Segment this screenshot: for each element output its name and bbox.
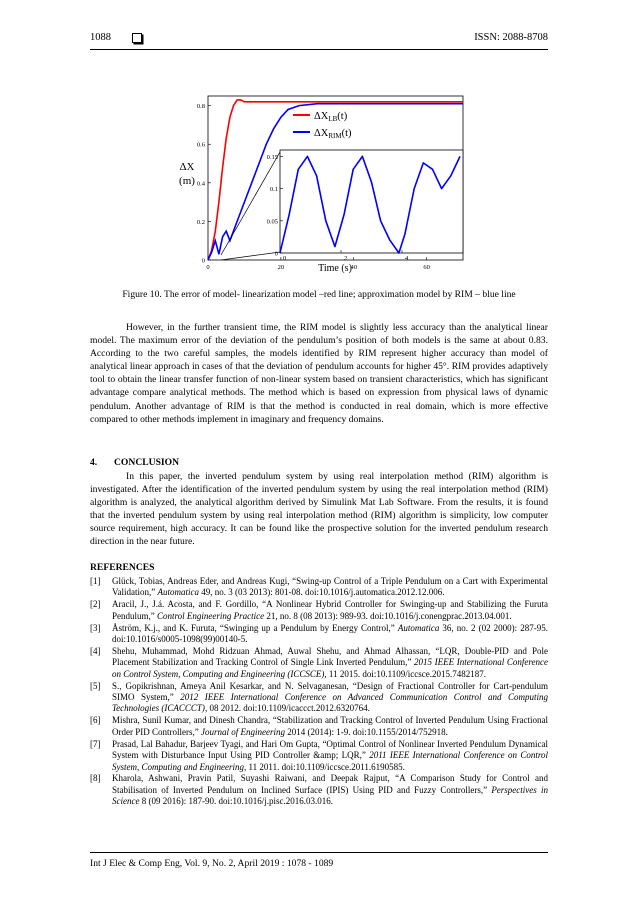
paragraph-text: However, in the further transient time, the RIM model is slightly less accuracy than the analytical linear model. The maximum error of the deviation of the pendulum’s position of both models is the same at about 0.83. According to the two careful samples, the models identified by RIM represent higher accuracy than model of analytical linear approach in cases of that the deviation of pendulum accounts for higher 45°. RIM provides adaptively tool to obtain the linear transfer function of non-linear system based on transient characteristics, which has significant advantage compare analytical methods. The method which is based on expression from physical laws of dynamic pendulum. Another advantage of RIM is that the method is conducted in real domain, which is more effective compared to other methods implement in imaginary and frequency domains. [90, 322, 548, 425]
figure-10 [175, 92, 465, 282]
main-y-tick-label: 0.4 [196, 180, 205, 188]
inset-y-tick-label: 0 [274, 250, 278, 258]
main-y-tick-label: 0.6 [196, 141, 205, 149]
main-x-tick-label: 60 [423, 264, 430, 271]
references-section [90, 562, 548, 808]
reference-item: [3] Åström, K.j., and K. Furuta, “Swinging up a Pendulum by Energy Control,” Automatica 36, no. 2 (02 2000): 287-95. doi:10.1016/s0005-1098(99)00140-5. [90, 622, 548, 645]
page-header [90, 30, 548, 48]
figure-caption: Figure 10. The error of model- linearization model –red line; approximation model by RIM – blue line [122, 289, 516, 300]
page-footer: Int J Elec & Comp Eng, Vol. 9, No. 2, April 2019 : 1078 - 1089 [90, 858, 334, 869]
inset-y-tick-label: 0.1 [269, 186, 278, 194]
references-heading: REFERENCES [90, 562, 155, 573]
main-x-tick-label: 0 [206, 264, 210, 271]
section-heading-conclusion: 4. CONCLUSION [90, 457, 180, 468]
legend-rim-label: ΔXRIM(t) [314, 128, 352, 140]
inset-frame [280, 150, 463, 253]
conclusion-paragraph [90, 470, 548, 549]
reference-list [90, 576, 548, 808]
reference-item: [8] Kharola, Ashwani, Pravin Patil, Suyashi Raiwani, and Deepak Rajput, “A Comparison Study for Control and Stabilisation of Inverted Pendulum on Inclined Surface (IPIS) Using PID and Fuzzy Controllers,” Perspectives in Science 8 (09 2016): 187-90. doi:10.1016/j.pisc.2016.03.016. [90, 773, 548, 807]
main-y-tick-label: 0 [201, 257, 205, 265]
reference-item: [4] Shehu, Muhammad, Mohd Ridzuan Ahmad, Auwal Shehu, and Ahmad Alhassan, “LQR, Double-PID and Pole Placement Stabilization and Tracking Control of Single Link Inverted Pendulum,” 2015 IEEE International Conference on Control System, Computing and Engineering (ICCSCE), 11 2015. doi:10.1109/iccsce.2015.7482187. [90, 645, 548, 679]
footer-rule [90, 852, 548, 853]
header-rule [90, 49, 548, 50]
reference-item: [2] Aracil, J., J.á. Acosta, and F. Gordillo, “A Nonlinear Hybrid Controller for Swinging-up and Stabilizing the Furuta Pendulum,” Control Engineering Practice 21, no. 8 (08 2013): 989-93. doi:10.1016/j.conengprac.2013.04.001. [90, 599, 548, 621]
error-chart [175, 92, 465, 282]
conclusion-text: In this paper, the inverted pendulum system by using real interpolation method (RIM) algorithm is investigated. After the identification of the inverted pendulum system by using the real interpolation method (RIM) algorithm is analyzed, the analytical algorithm derived by Simulink Mat Lab Software. From the results, it is found that the inverted pendulum system by using real interpolation method (RIM) algorithm is simplicity, low computer source requirement, high accuracy. It can be found like the prospective solution for the inverted pendulum research direction in the near future. [90, 471, 548, 548]
main-y-tick-label: 0.2 [196, 218, 205, 226]
box-symbol-icon [132, 33, 142, 43]
paragraph-body [90, 321, 548, 426]
x-axis-label: Time (s) [318, 263, 352, 274]
main-y-tick-label: 0.8 [196, 103, 205, 111]
main-y-ticks [197, 103, 211, 264]
issn: ISSN: 2088-8708 [474, 32, 548, 43]
legend [293, 111, 352, 140]
legend-lb-label: ΔXLB(t) [314, 111, 348, 123]
inset-x-tick-label: 4 [405, 255, 409, 262]
y-axis-label-2: (m) [179, 175, 195, 187]
reference-item: [7] Prasad, Lal Bahadur, Barjeev Tyagi, and Hari Om Gupta, “Optimal Control of Nonlinear Inverted Pendulum Dynamical System with Disturbance Input Using PID Controller &amp; LQR,” 2011 IEEE International Conference on Control System, Computing and Engineering, 11 2011. doi:10.1109/iccsce.2011.6190585. [90, 738, 548, 772]
main-x-tick-label: 40 [350, 264, 357, 271]
reference-item: [5] S., Gopikrishnan, Ameya Anil Kesarkar, and N. Selvaganesan, “Design of Fractional Controller for Cart-pendulum SIMO System,” 2012 IEEE International Conference on Advanced Communication Control and Computing Technologies (ICACCCT), 08 2012. doi:10.1109/icaccct.2012.6320764. [90, 680, 548, 714]
reference-item: [6] Mishra, Sunil Kumar, and Dinesh Chandra, “Stabilization and Tracking Control of Inverted Pendulum Using Fractional Order PID Controllers,” Journal of Engineering 2014 (2014): 1-9. doi:10.1155/2014/752918. [90, 715, 548, 737]
inset-x-tick-label: 0 [283, 255, 287, 262]
zoom-connector-upper [221, 152, 280, 255]
inset-y-tick-label: 0.05 [266, 218, 278, 226]
inset-y-tick-label: 0.15 [266, 153, 278, 161]
y-axis-label-1: ΔX [179, 161, 195, 173]
page-number: 1088 [90, 32, 111, 43]
reference-item: [1] Glück, Tobias, Andreas Eder, and Andreas Kugi, “Swing-up Control of a Triple Pendulum on a Cart with Experimental Validation,” Automatica 49, no. 3 (03 2013): 801-08. doi:10.1016/j.automatica.2012.12.006. [90, 576, 548, 598]
zoom-connector-lower [221, 252, 280, 260]
inset-plot [267, 150, 463, 262]
main-x-tick-label: 20 [277, 264, 285, 271]
inset-x-tick-label: 2 [344, 255, 348, 262]
